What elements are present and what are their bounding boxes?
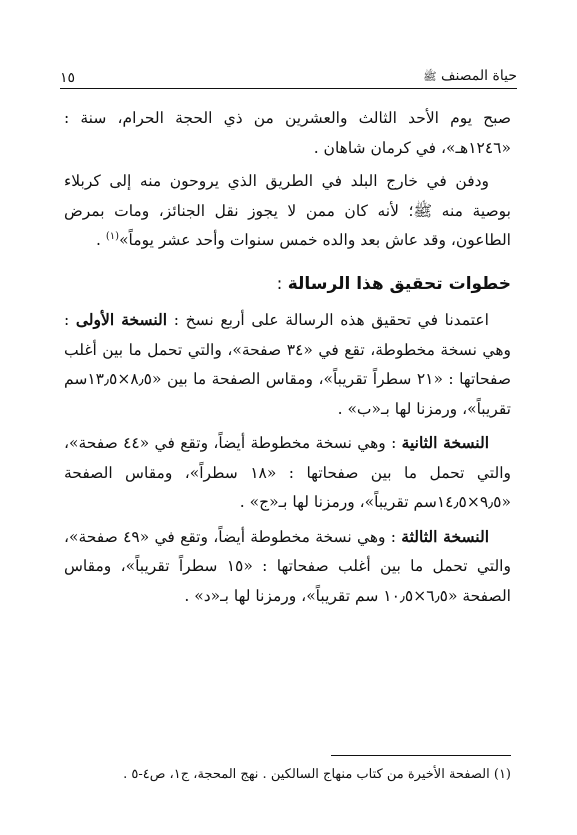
- body-text: [64, 104, 511, 615]
- paragraph-2: [64, 167, 511, 256]
- paragraph-1: صبح يوم الأحد الثالث والعشرين من ذي الحجة الحرام، سنة : «١٢٤٦هـ»، في كرمان شاهان .: [64, 109, 511, 157]
- paragraph-5-rest: : وهي نسخة مخطوطة أيضاً، وتقع في «٤٩ صفحة»، والتي تحمل ما بين أغلب صفحاتها : «١٥ سطراً تقريباً»، ومقاس الصفحة «٦٫٥×١٠٫٥ سم تقريباً»، ورمزنا لها بـ«د» .: [64, 527, 511, 605]
- paragraph-2-text: ودفن في خارج البلد في الطريق الذي يروحون منه إلى كربلاء بوصية منه ﷺ؛ لأنه كان ممن لا يجوز نقل الجنائز، ومات بمرض الطاعون، وقد عاش بعد والده خمس سنوات وأحد عشر يوماً»: [64, 172, 511, 249]
- section-heading: [64, 270, 511, 300]
- section-heading-text: خطوات تحقيق هذا الرسالة: [287, 273, 511, 294]
- paragraph-3-rest: : وهي نسخة مخطوطة، تقع في «٣٤ صفحة»، والتي تحمل ما بين أغلب صفحاتها : «٢١ سطراً تقريباً»، ومقاس الصفحة ما بين «٨٫٥×١٣٫٥سم تقريباً»، ورمزنا لها بـ«ب» .: [64, 311, 511, 418]
- copy-label-2: النسخة الثانية: [401, 433, 489, 452]
- header-rule: [60, 88, 517, 89]
- paragraph-5: [64, 522, 511, 612]
- honorific-glyph: ﷺ: [423, 70, 437, 83]
- paragraph-3-start: اعتمدنا في تحقيق هذه الرسالة على أربع نسخ :: [167, 311, 489, 329]
- section-heading-colon: :: [276, 273, 288, 294]
- paragraph-4: [64, 428, 511, 518]
- footnote: (١) الصفحة الأخيرة من كتاب منهاج السالكين . نهج المحجة، ج١، ص٤-٥ .: [123, 767, 511, 782]
- paragraph-3: [64, 305, 511, 424]
- running-header: [60, 62, 517, 86]
- footnote-rule: [331, 755, 511, 756]
- paragraph-4-rest: : وهي نسخة مخطوطة أيضاً، وتقع في «٤٤ صفحة»، والتي تحمل ما بين صفحاتها : «١٨ سطراً»، ومقاس الصفحة «٩٫٥×١٤٫٥سم تقريباً»، ورمزنا لها بـ«ج» .: [64, 434, 512, 511]
- paragraph-2-end: .: [96, 231, 106, 249]
- running-title-text: حياة المصنف: [440, 68, 517, 84]
- footnote-ref[interactable]: (١): [105, 230, 120, 242]
- running-title: [423, 68, 517, 86]
- copy-label-3: النسخة الثالثة: [401, 526, 490, 546]
- copy-label-1: النسخة الأولى: [75, 310, 168, 329]
- page-number: ١٥: [60, 70, 76, 86]
